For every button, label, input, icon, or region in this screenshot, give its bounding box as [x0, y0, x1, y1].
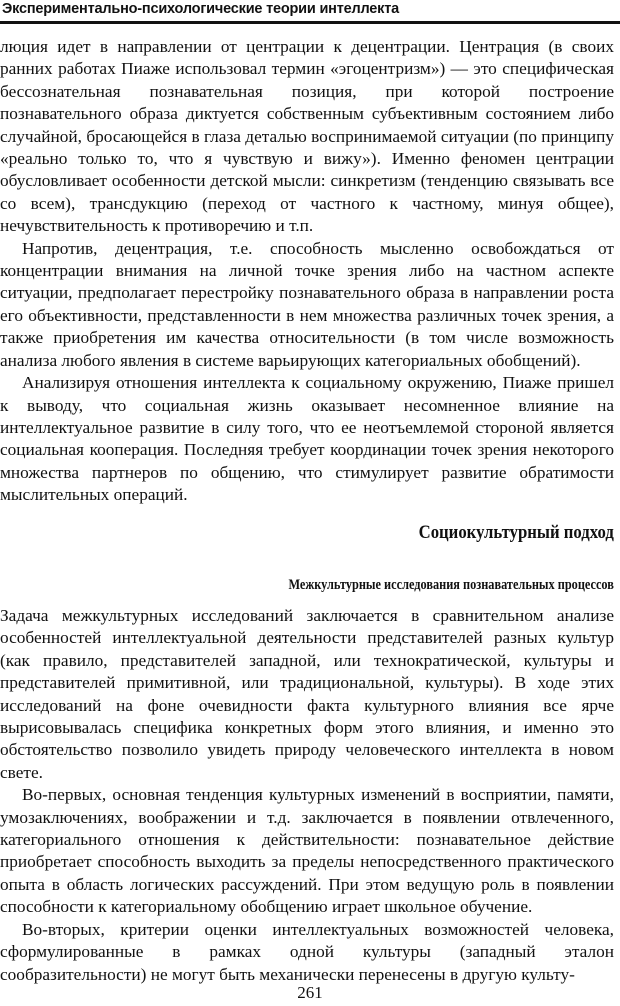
section-title: Социокультурный подход [418, 522, 614, 543]
paragraph: Во-вторых, критерии оценки интеллектуальных возможностей человека, сформулированные в рамках одной культуры (западный эталон сообразительности) не могут быть механически перенесены в другую культу- [0, 919, 614, 984]
paragraph: Напротив, децентрация, т.е. способность мысленно освобождаться от концентрации внимания на личной точке зрения либо на частном аспекте ситуации, предполагает перестройку познавательного образа в направлении роста его объективности, представленности в нем множества различных точек зрения, а также приобретения им качества относительности (в том числе возможность анализа любого явления в системе варьирующих категориальных обобщений). [0, 238, 614, 370]
paragraph: Во-первых, основная тенденция культурных изменений в восприятии, памяти, умозаключениях, воображении и т.д. заключается в появлении отвлеченного, категориального отношения к действительности: познавательное действие приобретает способность выходить за пределы непосредственного практического опыта в область логических рассуждений. При этом ведущую роль в появлении способности к категориальному обобщению играет школьное обучение. [0, 785, 614, 917]
subsection-title: Межкультурные исследования познавательных процессов [288, 577, 614, 593]
paragraph: Задача межкультурных исследований заключается в сравнительном анализе особенностей интеллектуальной деятельности представителей разных культур (как правило, представителей западной, или технократической, культуры и представителей примитивной, или традициональной, культуры). В ходе этих исследований на фоне очевидности факта культурного влияния все ярче вырисовывалась специфика конкретных форм этого влияния, и именно это обстоятельство позволило увидеть природу человеческого интеллекта в новом свете. [0, 606, 614, 782]
paragraph: люция идет в направлении от центрации к децентрации. Центрация (в своих ранних работах Пиаже использовал термин «эгоцентризм») — это специфическая бессознательная познавательная позиция, при которой построение познавательного образа диктуется собственным субъективным состоянием либо случайной, бросающейся в глаза деталью воспринимаемой ситуации (по принципу «реально только то, что я чувствую и вижу»). Именно феномен центрации обусловливает особенности детской мысли: синкретизм (тенденцию связывать все со всем), трансдукцию (переход от частного к частному, минуя общее), нечувствительность к противоречию и т.п. [0, 37, 614, 236]
section-2-text [0, 605, 614, 986]
page-number: 261 [297, 983, 323, 1002]
section-1-text [0, 36, 614, 507]
running-head: Экспериментально-психологические теории интеллекта [2, 1, 399, 17]
header-rule [0, 21, 620, 24]
paragraph: Анализируя отношения интеллекта к социальному окружению, Пиаже пришел к выводу, что социальная жизнь оказывает несомненное влияние на интеллектуальное развитие в силу того, что ее неотъемлемой стороной является социальная кооперация. Последняя требует координации точек зрения некоторого множества партнеров по общению, что стимулирует развитие обратимости мыслительных операций. [0, 373, 614, 505]
